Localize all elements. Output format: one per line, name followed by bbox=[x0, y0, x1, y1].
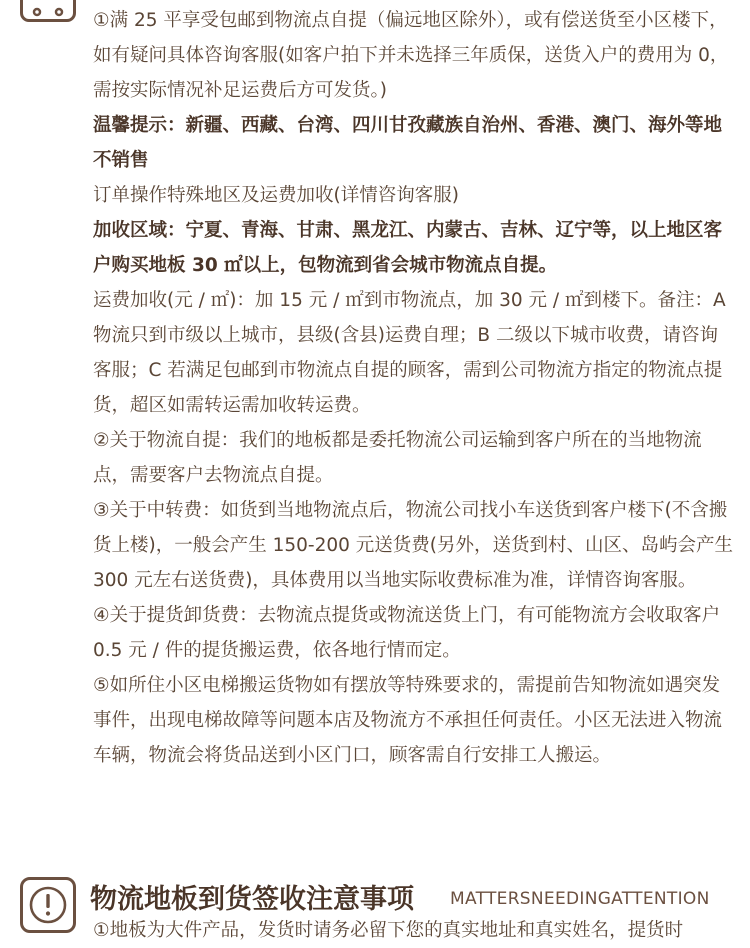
shipping-warning: 温馨提示：新疆、西藏、台湾、四川甘孜藏族自治州、香港、澳门、海外等地不销售 bbox=[93, 115, 723, 171]
notice-paragraph-first: ①地板为大件产品，发货时请务必留下您的真实地址和真实姓名，提货时 bbox=[93, 920, 684, 941]
notice-subtitle: MATTERSNEEDINGATTENTION bbox=[450, 889, 710, 909]
shipping-paragraph-elevator: ⑤如所住小区电梯搬运货物如有摆放等特殊要求的，需提前告知物流如遇突发事件，出现电梯故障等问题本店及物流方不承担任何责任。小区无法进入物流车辆，物流会将货品送到小区门口，顾客需自行安排工人搬运。 bbox=[93, 675, 723, 766]
notice-title: 物流地板到货签收注意事项 bbox=[90, 884, 414, 915]
shipping-surcharge-regions: 加收区域：宁夏、青海、甘肃、黑龙江、内蒙古、吉林、辽宁等，以上地区客户购买地板 30 ㎡以上，包物流到省会城市物流点自提。 bbox=[93, 220, 723, 276]
shipping-paragraph-transfer-fee: ③关于中转费：如货到当地物流点后，物流公司找小车送货到客户楼下(不含搬货上楼)，一般会产生 150-200 元送货费(另外，送货到村、山区、岛屿会产生 300 元左右送货费)，具体费用以当地实际收费标准为准，详情咨询客服。 bbox=[93, 500, 733, 591]
shipping-paragraph-surcharge: 运费加收(元 / ㎡)：加 15 元 / ㎡到市物流点，加 30 元 / ㎡到楼下。备注：A 物流只到市级以上城市，县级(含县)运费自理；B 二级以下城市收费，请咨询客服；C 若满足包邮到市物流点自提的顾客，需到公司物流方指定的物流点提货，超区如需转运需加收转运费。 bbox=[93, 290, 726, 416]
shipping-paragraph-special-regions: 订单操作特殊地区及运费加收(详情咨询客服) bbox=[93, 185, 459, 206]
exclamation-icon bbox=[20, 877, 76, 933]
shipping-paragraph-unloading-fee: ④关于提货卸货费：去物流点提货或物流送货上门，有可能物流方会收取客户 0.5 元 / 件的提货搬运费，依各地行情而定。 bbox=[93, 605, 721, 661]
shipping-paragraph-free-delivery: ①满 25 平享受包邮到物流点自提（偏远地区除外），或有偿送货至小区楼下，如有疑问具体咨询客服(如客户拍下并未选择三年质保，送货入户的费用为 0，需按实际情况补足运费后方可发货。) bbox=[93, 10, 729, 101]
shipping-policy-text bbox=[93, 3, 733, 773]
shipping-paragraph-self-pickup: ②关于物流自提：我们的地板都是委托物流公司运输到客户所在的当地物流点，需要客户去物流点自提。 bbox=[93, 430, 702, 486]
truck-icon bbox=[20, 0, 76, 22]
